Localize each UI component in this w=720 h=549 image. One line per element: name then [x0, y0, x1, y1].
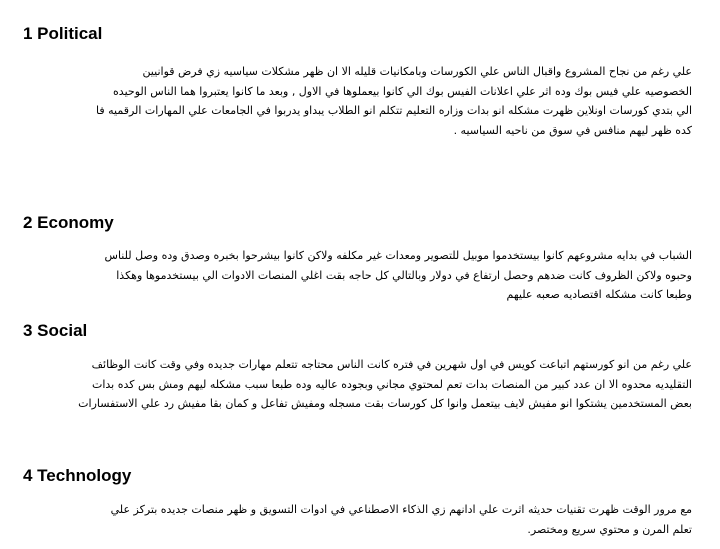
paragraph-line: بعض المستخدمين يشتكوا انو مفيش لايف بيتعمل وانوا كل كورسات بقت مسجله ومفيش تفاعل و كمان بقا مفيش رد علي الاستفسارات	[78, 397, 692, 410]
paragraph-line: تعلم المرن و محتوي سريع ومختصر.	[527, 522, 692, 536]
section-heading-social: 3 Social	[23, 321, 88, 340]
paragraph-line: الي بتدي كورسات اونلاين ظهرت مشكله انو بدات وزاره التعليم تتكلم انو الطلاب يبداو يدربوا في الجامعات علي المهارات الرقميه فا	[96, 104, 692, 117]
paragraph-line: الشباب في بدايه مشروعهم كانوا بيستخدموا موبيل للتصوير ومعدات غير مكلفه ولاكن كانوا بيشرحوا بخبره وصدق وده وصل للناس	[104, 249, 692, 262]
paragraph-line: كده ظهر ليهم منافس في سوق من ناحيه السياسيه .	[453, 123, 692, 137]
section-paragraph-social	[22, 355, 692, 414]
paragraph-line: وحبوه ولاكن الظروف كانت ضدهم وحصل ارتفاع في دولار وبالتالي كل حاجه بقت اغلي المنصات الادوات الي بيستخدموها وهكذا	[116, 268, 692, 282]
section-heading-economy: 2 Economy	[23, 213, 114, 232]
paragraph-line: التقليديه محدوه الا ان عدد كبير من المنصات بدات تعم لمحتوي مجاني وبجوده عاليه وده طبعا سبب مشكله ليهم ومش بس كده بدات	[92, 377, 692, 391]
section-paragraph-technology	[22, 500, 692, 539]
paragraph-line: مع مرور الوقت ظهرت تقنيات حديثه اثرت علي ادانهم زي الذكاء الاصطناعي في ادوات التسويق و ظهر منصات جديده بتركز علي	[110, 503, 692, 516]
section-paragraph-economy	[22, 246, 692, 305]
paragraph-line: علي رغم من نجاح المشروع واقبال الناس علي الكورسات وبامكانيات قليله الا ان ظهر مشكلات سياسيه زي فرض قوانيين	[142, 65, 692, 78]
section-paragraph-political	[22, 62, 692, 140]
section-heading-political: 1 Political	[23, 24, 103, 43]
paragraph-line: وطبعا كانت مشكله اقتصاديه صعبه عليهم	[506, 288, 692, 301]
section-heading-technology: 4 Technology	[23, 466, 132, 485]
paragraph-line: الخصوصيه علي فيس بوك وده اثر علي اعلانات الفيس بوك الي كانوا بيعملوها في الاول , وبعد ما كانوا يعتبروا هما الناس الوحيده	[113, 84, 692, 98]
paragraph-line: علي رغم من انو كورستهم اتباعت كويس في اول شهرين في فتره كانت الناس محتاجه تتعلم مهارات جديده وفي وقت كانت الوظائف	[91, 358, 692, 371]
